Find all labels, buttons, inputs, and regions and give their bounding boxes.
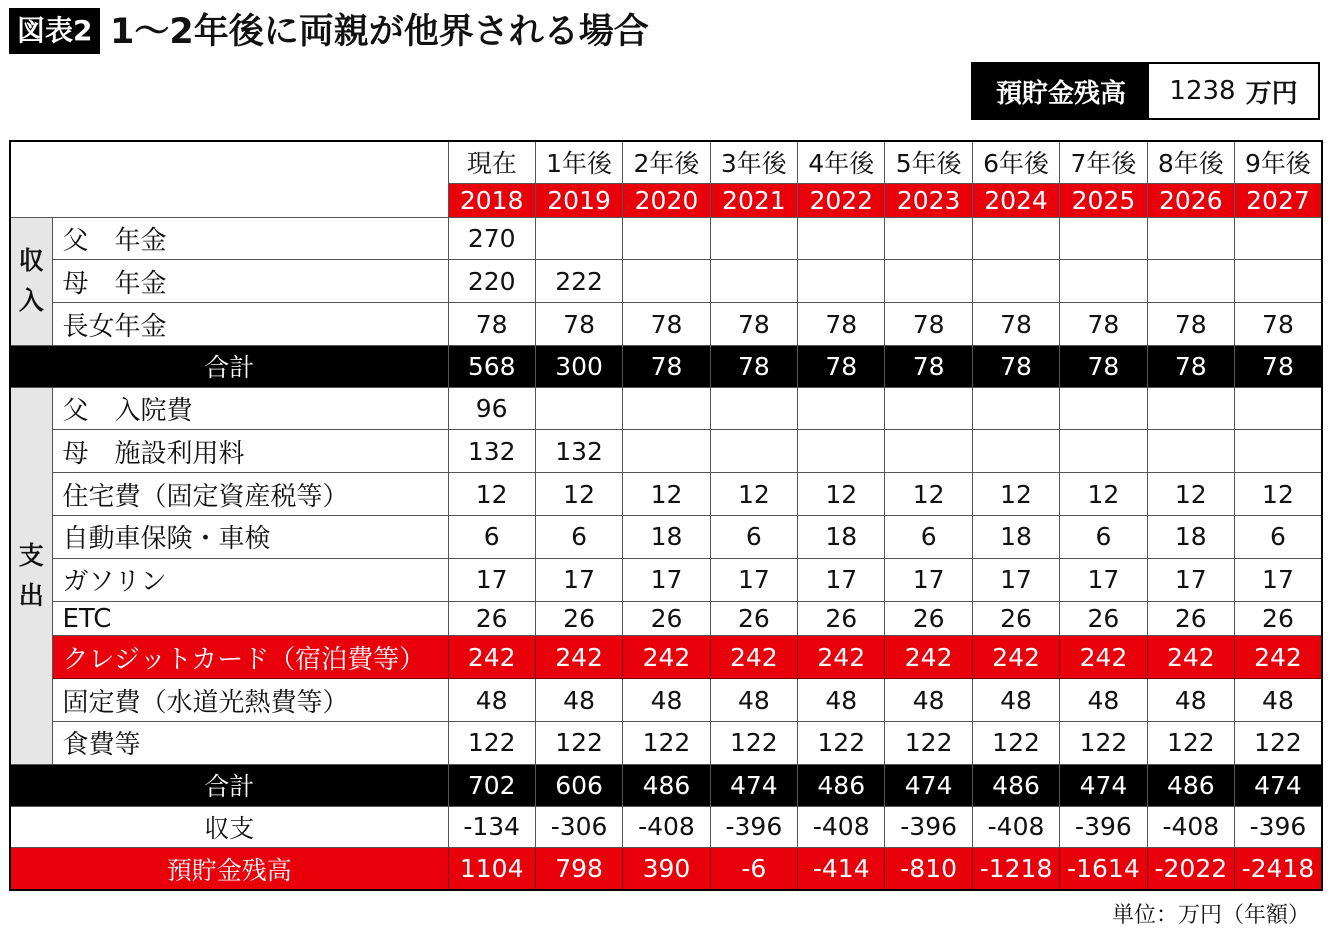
table-cell: 270 bbox=[448, 217, 535, 260]
table-cell: 568 bbox=[448, 345, 535, 387]
cashflow-table bbox=[9, 140, 1323, 891]
year-label: 2027 bbox=[1235, 183, 1322, 217]
row-label: ガソリン bbox=[52, 558, 448, 601]
table-cell bbox=[1060, 387, 1147, 430]
income-row bbox=[10, 303, 1322, 346]
year-label: 2019 bbox=[535, 183, 622, 217]
table-cell: 26 bbox=[448, 601, 535, 636]
table-cell: 12 bbox=[885, 473, 972, 516]
table-cell: 17 bbox=[798, 558, 885, 601]
table-cell: 242 bbox=[885, 636, 972, 679]
row-label: 自動車保険・車検 bbox=[52, 515, 448, 558]
table-cell: 242 bbox=[535, 636, 622, 679]
row-label: 長女年金 bbox=[52, 303, 448, 346]
row-label: クレジットカード（宿泊費等） bbox=[52, 636, 448, 679]
table-cell bbox=[1235, 387, 1322, 430]
period-label: 3年後 bbox=[710, 141, 797, 183]
table-cell: 78 bbox=[448, 303, 535, 346]
table-cell bbox=[798, 260, 885, 303]
table-cell: 132 bbox=[448, 430, 535, 473]
table-cell bbox=[972, 217, 1059, 260]
year-label: 2022 bbox=[798, 183, 885, 217]
table-cell bbox=[1235, 430, 1322, 473]
table-cell: 26 bbox=[885, 601, 972, 636]
year-label: 2026 bbox=[1147, 183, 1234, 217]
year-label: 2018 bbox=[448, 183, 535, 217]
table-cell: 798 bbox=[535, 848, 622, 890]
expense-section-char: 支 bbox=[18, 540, 44, 570]
savings-label: 預貯金残高 bbox=[10, 848, 448, 890]
table-cell: 6 bbox=[1060, 515, 1147, 558]
table-cell bbox=[710, 260, 797, 303]
page-title: 1～2年後に両親が他界される場合 bbox=[110, 12, 649, 52]
table-cell bbox=[1147, 387, 1234, 430]
table-cell bbox=[885, 387, 972, 430]
table-cell: 486 bbox=[972, 764, 1059, 806]
year-label: 2020 bbox=[623, 183, 710, 217]
table-cell: -408 bbox=[972, 806, 1059, 848]
table-cell bbox=[1147, 217, 1234, 260]
table-cell bbox=[1235, 260, 1322, 303]
table-cell: 18 bbox=[623, 515, 710, 558]
table-cell: -396 bbox=[1235, 806, 1322, 848]
table-cell: 702 bbox=[448, 764, 535, 806]
table-cell: -396 bbox=[885, 806, 972, 848]
expense-row bbox=[10, 601, 1322, 636]
table-cell: 48 bbox=[1060, 679, 1147, 722]
table-cell: 26 bbox=[623, 601, 710, 636]
table-cell: 12 bbox=[710, 473, 797, 516]
expense-row bbox=[10, 558, 1322, 601]
table-cell bbox=[623, 217, 710, 260]
period-label: 6年後 bbox=[972, 141, 1059, 183]
year-label: 2025 bbox=[1060, 183, 1147, 217]
row-label: 母 年金 bbox=[52, 260, 448, 303]
table-cell: 48 bbox=[1235, 679, 1322, 722]
table-cell: -408 bbox=[623, 806, 710, 848]
table-cell: 17 bbox=[885, 558, 972, 601]
table-cell: 17 bbox=[972, 558, 1059, 601]
income-row bbox=[10, 217, 1322, 260]
table-cell: -408 bbox=[1147, 806, 1234, 848]
table-cell bbox=[710, 387, 797, 430]
table-cell: 78 bbox=[1235, 303, 1322, 346]
row-label: ETC bbox=[52, 601, 448, 636]
table-cell: 26 bbox=[1147, 601, 1234, 636]
table-cell: 78 bbox=[1235, 345, 1322, 387]
expense-section-char: 出 bbox=[18, 580, 44, 610]
table-cell: 17 bbox=[1235, 558, 1322, 601]
table-cell: 486 bbox=[798, 764, 885, 806]
table-cell bbox=[1235, 217, 1322, 260]
table-cell: 48 bbox=[535, 679, 622, 722]
table-cell: -1614 bbox=[1060, 848, 1147, 890]
savings-summary-unit: 万円 bbox=[1245, 78, 1298, 109]
table-cell: 12 bbox=[1147, 473, 1234, 516]
expense-row bbox=[10, 679, 1322, 722]
table-cell bbox=[623, 260, 710, 303]
table-cell: 48 bbox=[623, 679, 710, 722]
table-cell bbox=[798, 387, 885, 430]
savings-row bbox=[10, 848, 1322, 890]
table-cell: 6 bbox=[535, 515, 622, 558]
expense-total-row bbox=[10, 764, 1322, 806]
total-label: 合計 bbox=[10, 345, 448, 387]
table-cell: 78 bbox=[798, 345, 885, 387]
table-cell bbox=[535, 387, 622, 430]
table-cell: 300 bbox=[535, 345, 622, 387]
table-cell: 242 bbox=[623, 636, 710, 679]
table-cell: 242 bbox=[1147, 636, 1234, 679]
table-cell: 122 bbox=[1235, 722, 1322, 765]
table-cell: 122 bbox=[623, 722, 710, 765]
table-cell: -1218 bbox=[972, 848, 1059, 890]
table-cell: 220 bbox=[448, 260, 535, 303]
expense-row bbox=[10, 636, 1322, 679]
row-label: 母 施設利用料 bbox=[52, 430, 448, 473]
table-cell: 48 bbox=[972, 679, 1059, 722]
table-cell: 26 bbox=[535, 601, 622, 636]
table-cell bbox=[885, 430, 972, 473]
table-cell: 12 bbox=[1235, 473, 1322, 516]
table-cell: 26 bbox=[798, 601, 885, 636]
table-cell: 12 bbox=[1060, 473, 1147, 516]
table-cell: 486 bbox=[1147, 764, 1234, 806]
period-label: 5年後 bbox=[885, 141, 972, 183]
table-cell: 17 bbox=[1147, 558, 1234, 601]
table-cell bbox=[972, 387, 1059, 430]
table-cell: 222 bbox=[535, 260, 622, 303]
table-cell: 242 bbox=[448, 636, 535, 679]
table-cell bbox=[972, 260, 1059, 303]
table-cell: 96 bbox=[448, 387, 535, 430]
table-cell bbox=[1147, 430, 1234, 473]
table-cell: 122 bbox=[1060, 722, 1147, 765]
period-label: 7年後 bbox=[1060, 141, 1147, 183]
table-cell: 606 bbox=[535, 764, 622, 806]
row-label: 食費等 bbox=[52, 722, 448, 765]
expense-row bbox=[10, 722, 1322, 765]
table-cell: 26 bbox=[710, 601, 797, 636]
expense-row bbox=[10, 515, 1322, 558]
table-cell bbox=[1060, 260, 1147, 303]
table-cell: 78 bbox=[885, 345, 972, 387]
table-cell: 18 bbox=[972, 515, 1059, 558]
table-cell: 486 bbox=[623, 764, 710, 806]
period-label: 4年後 bbox=[798, 141, 885, 183]
table-cell: 48 bbox=[448, 679, 535, 722]
period-label: 2年後 bbox=[623, 141, 710, 183]
table-cell: 18 bbox=[798, 515, 885, 558]
table-cell: 48 bbox=[885, 679, 972, 722]
balance-row bbox=[10, 806, 1322, 848]
table-cell: 78 bbox=[710, 345, 797, 387]
year-label: 2024 bbox=[972, 183, 1059, 217]
table-cell: 122 bbox=[535, 722, 622, 765]
expense-row bbox=[10, 387, 1322, 430]
table-cell bbox=[623, 387, 710, 430]
table-cell: 1104 bbox=[448, 848, 535, 890]
table-cell: -810 bbox=[885, 848, 972, 890]
table-cell: 132 bbox=[535, 430, 622, 473]
table-cell: 17 bbox=[1060, 558, 1147, 601]
income-section-char: 収 bbox=[18, 246, 44, 276]
table-cell: -396 bbox=[1060, 806, 1147, 848]
table-cell: 78 bbox=[972, 303, 1059, 346]
table-cell: 6 bbox=[710, 515, 797, 558]
table-cell: 78 bbox=[623, 303, 710, 346]
period-label: 8年後 bbox=[1147, 141, 1234, 183]
table-cell: 78 bbox=[623, 345, 710, 387]
table-cell bbox=[710, 217, 797, 260]
table-cell: -2418 bbox=[1235, 848, 1322, 890]
table-cell: -2022 bbox=[1147, 848, 1234, 890]
row-label: 父 年金 bbox=[52, 217, 448, 260]
row-label: 住宅費（固定資産税等） bbox=[52, 473, 448, 516]
row-label: 父 入院費 bbox=[52, 387, 448, 430]
table-cell: 242 bbox=[1060, 636, 1147, 679]
income-total-row bbox=[10, 345, 1322, 387]
year-label: 2021 bbox=[710, 183, 797, 217]
expense-row bbox=[10, 473, 1322, 516]
table-cell: 17 bbox=[710, 558, 797, 601]
table-cell: 78 bbox=[710, 303, 797, 346]
table-cell: 78 bbox=[972, 345, 1059, 387]
table-cell bbox=[1060, 217, 1147, 260]
year-label: 2023 bbox=[885, 183, 972, 217]
table-cell: 474 bbox=[1235, 764, 1322, 806]
table-cell: 78 bbox=[1147, 303, 1234, 346]
table-cell: 122 bbox=[885, 722, 972, 765]
table-cell: 78 bbox=[798, 303, 885, 346]
table-cell bbox=[798, 430, 885, 473]
table-cell bbox=[972, 430, 1059, 473]
table-cell: 6 bbox=[885, 515, 972, 558]
income-section-label bbox=[10, 217, 52, 345]
table-cell: -396 bbox=[710, 806, 797, 848]
table-cell: 122 bbox=[710, 722, 797, 765]
table-cell: 474 bbox=[885, 764, 972, 806]
table-cell: 122 bbox=[1147, 722, 1234, 765]
total-label: 合計 bbox=[10, 764, 448, 806]
table-cell: 78 bbox=[1060, 303, 1147, 346]
table-cell: 48 bbox=[1147, 679, 1234, 722]
table-cell: 12 bbox=[972, 473, 1059, 516]
table-cell: -306 bbox=[535, 806, 622, 848]
table-cell: 474 bbox=[710, 764, 797, 806]
table-cell: 78 bbox=[885, 303, 972, 346]
expense-row bbox=[10, 430, 1322, 473]
savings-summary-value: 1238 bbox=[1169, 76, 1236, 106]
table-cell bbox=[1147, 260, 1234, 303]
table-cell: 12 bbox=[448, 473, 535, 516]
table-cell: 17 bbox=[623, 558, 710, 601]
period-label: 9年後 bbox=[1235, 141, 1322, 183]
header-corner bbox=[10, 141, 448, 217]
table-cell: -6 bbox=[710, 848, 797, 890]
table-cell: -134 bbox=[448, 806, 535, 848]
table-cell: 48 bbox=[710, 679, 797, 722]
table-cell bbox=[1060, 430, 1147, 473]
table-cell bbox=[710, 430, 797, 473]
table-cell: 12 bbox=[535, 473, 622, 516]
table-cell: 17 bbox=[535, 558, 622, 601]
figure-tag: 図表2 bbox=[9, 8, 100, 54]
table-cell: -408 bbox=[798, 806, 885, 848]
table-cell: 18 bbox=[1147, 515, 1234, 558]
table-cell bbox=[798, 217, 885, 260]
row-label: 固定費（水道光熱費等） bbox=[52, 679, 448, 722]
table-cell: 78 bbox=[1060, 345, 1147, 387]
table-cell: 6 bbox=[448, 515, 535, 558]
table-cell: 12 bbox=[623, 473, 710, 516]
table-cell: 390 bbox=[623, 848, 710, 890]
table-cell: 6 bbox=[1235, 515, 1322, 558]
table-cell: 26 bbox=[1060, 601, 1147, 636]
table-cell: 26 bbox=[972, 601, 1059, 636]
table-cell: 242 bbox=[972, 636, 1059, 679]
table-cell: 12 bbox=[798, 473, 885, 516]
table-cell bbox=[535, 217, 622, 260]
table-cell bbox=[623, 430, 710, 473]
income-row bbox=[10, 260, 1322, 303]
header-row-periods bbox=[10, 141, 1322, 183]
table-cell: -414 bbox=[798, 848, 885, 890]
table-cell: 48 bbox=[798, 679, 885, 722]
table-cell: 474 bbox=[1060, 764, 1147, 806]
table-cell bbox=[885, 217, 972, 260]
period-label: 1年後 bbox=[535, 141, 622, 183]
table-cell: 78 bbox=[535, 303, 622, 346]
table-cell bbox=[885, 260, 972, 303]
balance-label: 収支 bbox=[10, 806, 448, 848]
savings-summary-box bbox=[971, 62, 1320, 120]
expense-section-label bbox=[10, 387, 52, 764]
table-cell: 242 bbox=[798, 636, 885, 679]
table-cell: 78 bbox=[1147, 345, 1234, 387]
table-cell: 122 bbox=[798, 722, 885, 765]
table-cell: 17 bbox=[448, 558, 535, 601]
table-cell: 26 bbox=[1235, 601, 1322, 636]
period-label: 現在 bbox=[448, 141, 535, 183]
savings-summary-label: 預貯金残高 bbox=[973, 64, 1149, 118]
savings-summary-value-cell bbox=[1149, 64, 1318, 118]
income-section-char: 入 bbox=[18, 286, 44, 316]
table-cell: 122 bbox=[448, 722, 535, 765]
table-cell: 122 bbox=[972, 722, 1059, 765]
table-cell: 242 bbox=[1235, 636, 1322, 679]
table-cell: 242 bbox=[710, 636, 797, 679]
unit-note: 単位：万円（年額） bbox=[1111, 903, 1310, 928]
